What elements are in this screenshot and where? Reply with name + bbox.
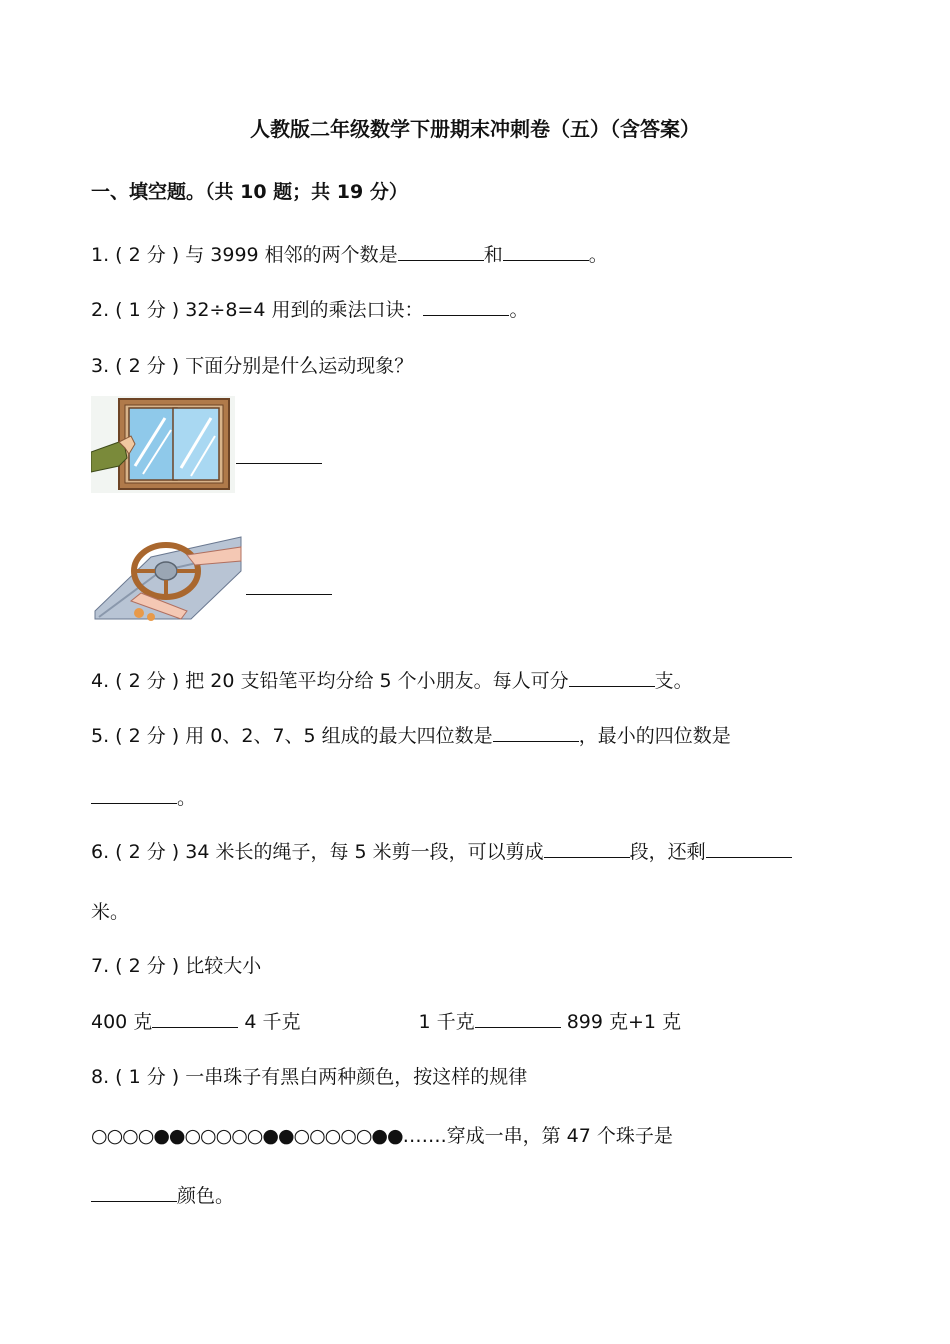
- answer-blank[interactable]: [398, 242, 484, 261]
- question-8: [91, 1063, 527, 1091]
- answer-blank[interactable]: [91, 785, 177, 804]
- question-4-text: 4. ( 2 分 ) 把 20 支铅笔平均分给 5 个小朋友。每人可分: [91, 670, 569, 692]
- compare-left-a: 400 克: [91, 1011, 153, 1033]
- question-6-continued: [91, 898, 129, 926]
- question-1-mid: 和: [483, 244, 503, 266]
- question-8-continued: [91, 1182, 234, 1210]
- steering-wheel-picture: [91, 531, 244, 624]
- sliding-window-picture: [91, 396, 235, 493]
- question-1-text: 1. ( 2 分 ) 与 3999 相邻的两个数是: [91, 244, 398, 266]
- question-6-mid: 段，还剩: [629, 841, 706, 863]
- question-1: [91, 241, 608, 269]
- answer-blank[interactable]: [544, 839, 630, 858]
- answer-blank[interactable]: [423, 297, 509, 316]
- question-8-text: 8. ( 1 分 ) 一串珠子有黑白两种颜色，按这样的规律: [91, 1066, 528, 1088]
- question-8-after: …….穿成一串，第 47 个珠子是: [402, 1125, 673, 1147]
- compare-left-b: 4 千克: [244, 1011, 301, 1033]
- answer-blank-window[interactable]: [236, 463, 322, 464]
- question-8-end: 颜色。: [177, 1185, 235, 1207]
- compare-right-a: 1 千克: [418, 1011, 475, 1033]
- answer-blank[interactable]: [475, 1009, 561, 1028]
- question-1-end: 。: [588, 244, 608, 266]
- question-5: [91, 722, 731, 750]
- answer-blank[interactable]: [152, 1009, 238, 1028]
- answer-blank[interactable]: [493, 723, 579, 742]
- question-2-text: 2. ( 1 分 ) 32÷8=4 用到的乘法口诀：: [91, 299, 424, 321]
- bead-pattern: ○○○○●●○○○○○●●○○○○○●●: [91, 1125, 403, 1147]
- document-title: 人教版二年级数学下册期末冲刺卷（五）（含答案）: [250, 117, 700, 141]
- question-7: [91, 952, 261, 980]
- question-2-end: 。: [509, 299, 529, 321]
- window-icon: [91, 396, 235, 493]
- question-7-compare-row: [91, 1008, 681, 1036]
- question-5-text: 5. ( 2 分 ) 用 0、2、7、5 组成的最大四位数是: [91, 725, 493, 747]
- question-2: [91, 296, 529, 324]
- answer-blank[interactable]: [503, 242, 589, 261]
- question-3-text: 3. ( 2 分 ) 下面分别是什么运动现象？: [91, 355, 414, 377]
- section-heading-fill-blank: 一、填空题。（共 10 题；共 19 分）: [91, 181, 408, 203]
- question-5-end: 。: [177, 787, 197, 809]
- answer-blank[interactable]: [91, 1183, 177, 1202]
- question-6-text: 6. ( 2 分 ) 34 米长的绳子，每 5 米剪一段，可以剪成: [91, 841, 544, 863]
- question-5-continued: [91, 784, 196, 812]
- question-7-text: 7. ( 2 分 ) 比较大小: [91, 955, 262, 977]
- steering-wheel-icon: [91, 531, 244, 624]
- question-4-end: 支。: [654, 670, 693, 692]
- question-3: [91, 352, 413, 380]
- question-5-mid: ，最小的四位数是: [578, 725, 731, 747]
- answer-blank[interactable]: [569, 668, 655, 687]
- question-6-end: 米。: [91, 901, 130, 923]
- question-4: [91, 667, 693, 695]
- question-6: [91, 838, 792, 866]
- question-8-bead-row: [91, 1122, 673, 1150]
- compare-right-b: 899 克+1 克: [566, 1011, 682, 1033]
- answer-blank[interactable]: [706, 839, 792, 858]
- answer-blank-wheel[interactable]: [246, 594, 332, 595]
